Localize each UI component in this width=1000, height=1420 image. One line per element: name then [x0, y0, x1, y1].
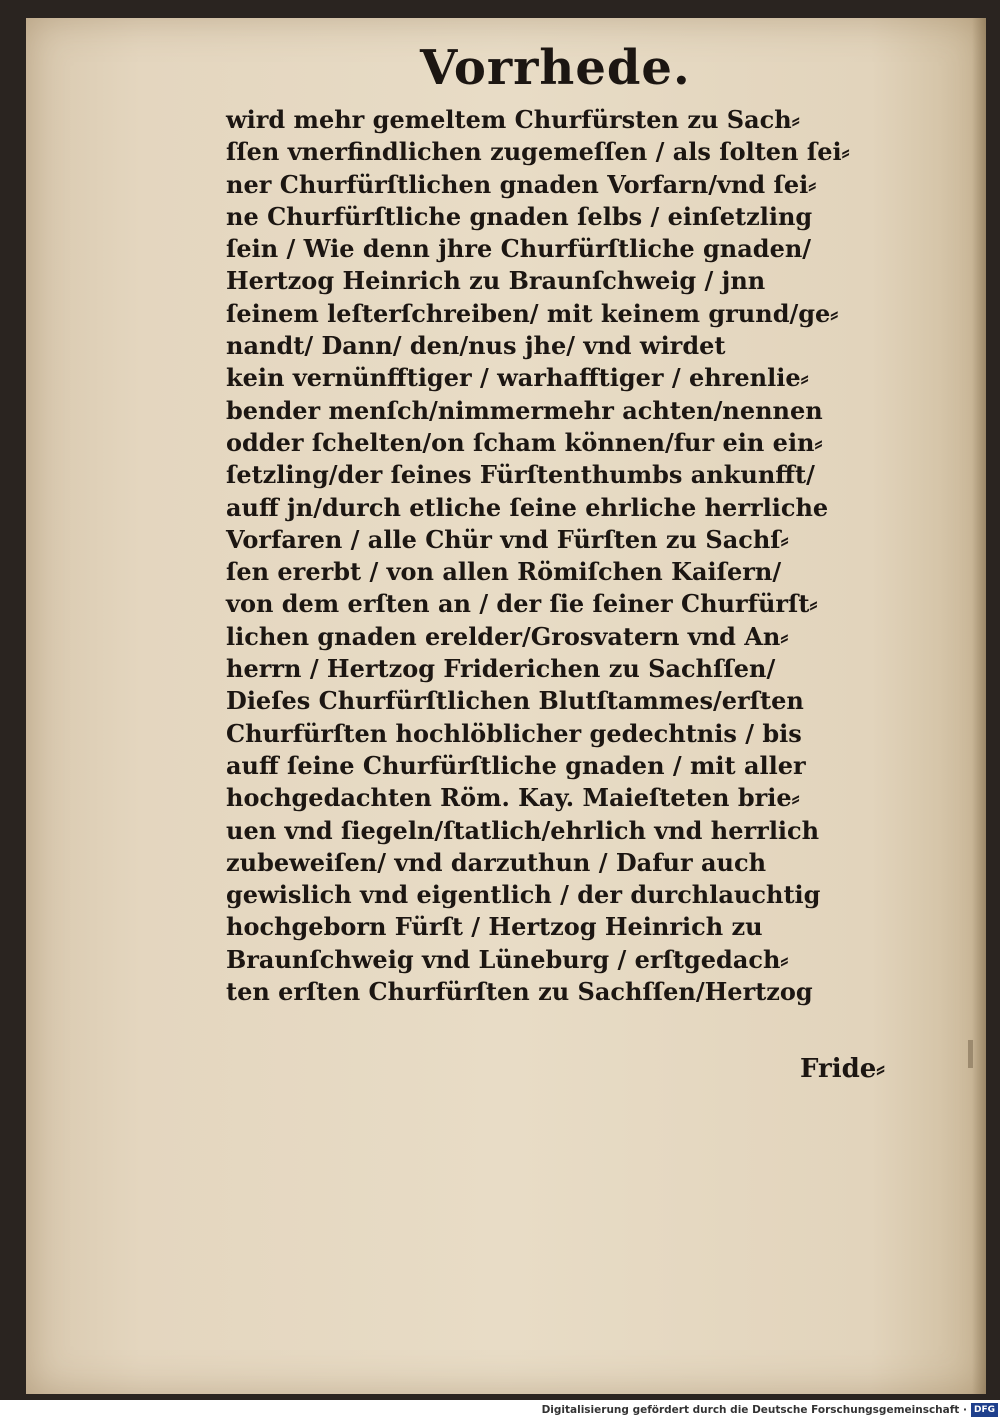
- text-line: ſeinem leſterſchreiben/ mit keinem grund/ge⸗: [226, 298, 839, 328]
- page-edge-shadow: [972, 18, 986, 1394]
- text-line: hochgeborn Fürſt / Hertzog Heinrich zu: [226, 912, 763, 942]
- text-line: lichen gnaden erelder/Grosvatern vnd An⸗: [226, 621, 789, 651]
- text-block: [226, 104, 866, 1008]
- text-line: wird mehr gemeltem Churfürsten zu Sach⸗: [226, 105, 800, 134]
- text-line: hochgedachten Röm. Kay. Maieſteten brie⸗: [226, 783, 800, 813]
- text-line: gewislich vnd eigentlich / der durchlauchtig: [226, 880, 821, 910]
- text-line: Vorfaren / alle Chür vnd Fürſten zu Sachſ⸗: [226, 524, 789, 554]
- text-line: herrn / Hertzog Friderichen zu Sachſſen/: [226, 654, 776, 684]
- text-line: Braunſchweig vnd Lüneburg / erſtgedach⸗: [226, 944, 789, 974]
- catchword: Fride⸗: [800, 1054, 885, 1084]
- text-line: Dieſes Churfürſtlichen Blutſtammes/erſten: [226, 686, 804, 716]
- text-line: zubeweiſen/ vnd darzuthun / Dafur auch: [226, 847, 767, 877]
- text-line: kein vernünfftiger / warhafftiger / ehrenlie⸗: [226, 363, 809, 393]
- text-line: ſein / Wie denn jhre Churfürſtliche gnaden/: [226, 234, 812, 264]
- running-head: Vorrhede.: [420, 40, 691, 96]
- text-line: Churfürſten hochlöblicher gedechtnis / bis: [226, 718, 802, 748]
- text-line: ſetzling/der ſeines Fürſtenthumbs ankunfft/: [226, 460, 815, 490]
- credit-text: Digitalisierung gefördert durch die Deutsche Forschungsgemeinschaft ·: [541, 1404, 967, 1416]
- text-line: odder ſchelten/on ſcham können/fur ein ein⸗: [226, 427, 823, 457]
- text-line: nandt/ Dann/ den/nus jhe/ vnd wirdet: [226, 331, 726, 361]
- text-line: von dem erſten an / der ſie ſeiner Churfürſt⸗: [226, 589, 818, 619]
- dfg-logo: DFG: [971, 1403, 998, 1417]
- text-line: Hertzog Heinrich zu Braunſchweig / jnn: [226, 266, 766, 296]
- page-edge-mark: [968, 1040, 973, 1068]
- text-line: ſſen vnerfindlichen zugemeſſen / als ſolten ſei⸗: [226, 137, 850, 167]
- text-line: auff jn/durch etliche ſeine ehrliche herrliche: [226, 492, 829, 522]
- text-line: uen vnd ſiegeln/ſtatlich/ehrlich vnd herrlich: [226, 815, 820, 845]
- text-line: ſen ererbt / von allen Römiſchen Kaiſern/: [226, 557, 782, 587]
- text-line: bender menſch/nimmermehr achten/nennen: [226, 395, 823, 425]
- text-line: ne Churfürſtliche gnaden ſelbs / einſetzling: [226, 201, 813, 231]
- text-line: auff ſeine Churfürſtliche gnaden / mit aller: [226, 750, 806, 780]
- text-line: ten erſten Churfürſten zu Sachſſen/Hertzog: [226, 977, 813, 1007]
- digitization-credit: [542, 1402, 998, 1418]
- text-line: ner Churfürſtlichen gnaden Vorfarn/vnd ſei⸗: [226, 169, 817, 199]
